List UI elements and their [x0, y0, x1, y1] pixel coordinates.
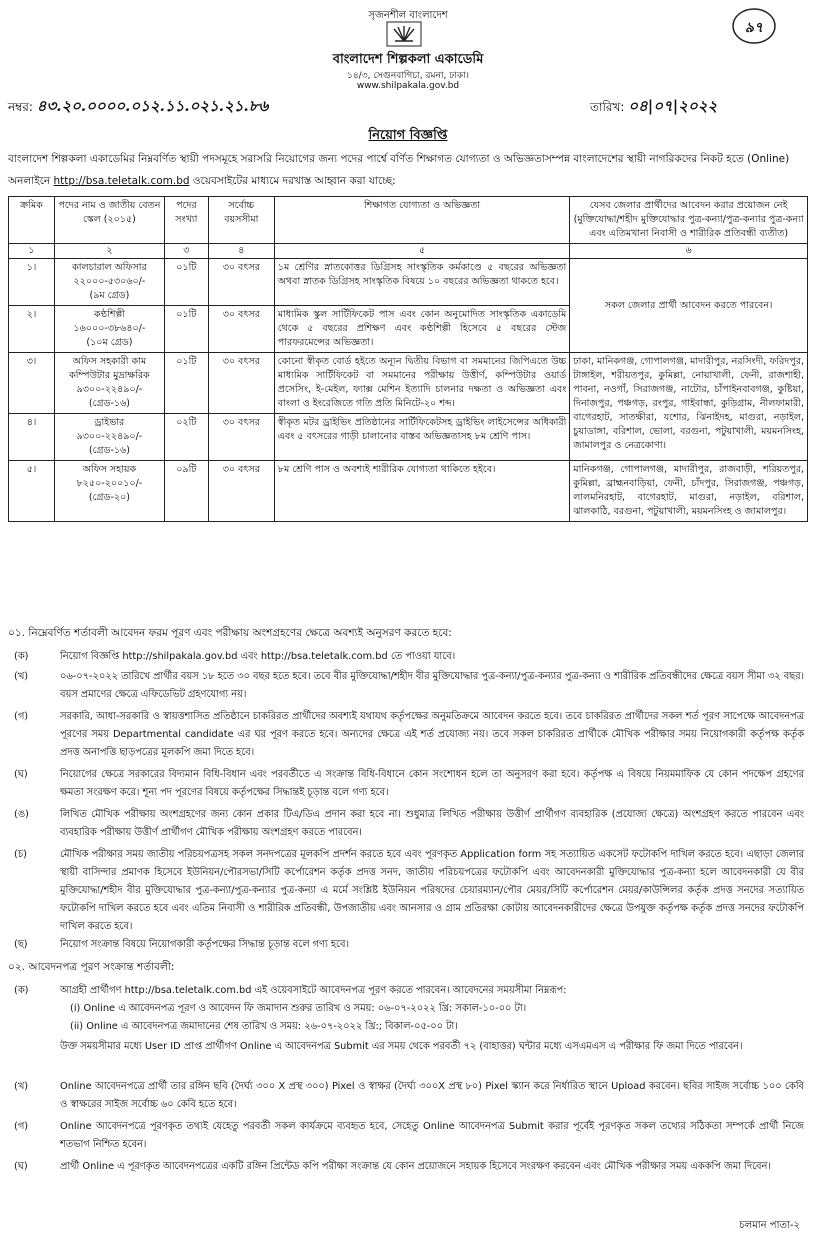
table-header: যেসব জেলার প্রার্থীদের আবেদন করার প্রয়োজন নেই (মুক্তিযোদ্ধা/শহীদ মুক্তিযোদ্ধার পুত্র-কন্যা/পুত্র-কন্যার পুত্র-কন্যা এবং এতিমখানা নিবাসী ও শারীরিক প্রতিবন্ধী ব্যতীত)	[570, 197, 808, 244]
pay-grade: (গ্রেড-১৬)	[88, 445, 130, 456]
item-text: নিয়োগ সংক্রান্ত বিষয়ে নিয়োগকারী কর্তৃপক্ষের সিদ্ধান্ত চূড়ান্ত বলে গণ্য হবে।	[60, 939, 349, 950]
memo-value: ৪৩.২০.০০০০.০১২.১১.০২১.২১.৮৬	[36, 97, 269, 115]
date-value: ০৪|০৭|২০২২	[628, 97, 718, 115]
item-marker: (ঘ)	[14, 769, 28, 780]
pay-scale: ১৬০০০-৩৮৬৪০/-	[73, 323, 146, 334]
memo-label: নম্বর:	[8, 100, 33, 114]
item-marker: (ক)	[14, 651, 29, 662]
date-label: তারিখ:	[590, 100, 625, 114]
qualification: কোনো স্বীকৃত বোর্ড হইতে অন্যূন দ্বিতীয় বিভাগ বা সমমানের জিপিএতে উচ্চ মাধ্যমিক সার্টিফিকেট বা সমমানের পরীক্ষায় উত্তীর্ণ, কম্পিউটার ওয়ার্ড প্রসেসিং, ই-মেইল, ফ্যাক্স মেশিন ইত্যাদি চালনার দক্ষতা ও অভিজ্ঞতা এবং বাংলা ও ইংরেজিতে গতি প্রতি মিনিটে-২০ শব্দ।	[274, 353, 570, 414]
pay-scale: ৮২৫০-২০০১০/-	[76, 478, 143, 489]
qualification: স্বীকৃত মটর ড্রাইভিং প্রতিষ্ঠানের সার্টিফিকেটসহ ড্রাইভিং লাইসেন্সের অধিকারী এবং ৫ বৎসরের গাড়ী চালানোর বাস্তব অভিজ্ঞতাসহ ৮ম শ্রেণি পাস।	[274, 414, 570, 461]
item-marker: (চ)	[14, 849, 27, 860]
item-marker: (খ)	[14, 1081, 29, 1092]
continued-page-note: চলমান পাতা-২	[739, 1220, 800, 1231]
item-text: মৌখিক পরীক্ষার সময় জাতীয় পরিচয়পত্রসহ সকল সনদপত্রের মূলকপি প্রদর্শন করতে হবে এবং পূরণকৃত Application form সহ সত্যায়িত একসেট ফটোকপি দাখিল করতে হবে। এছাড়া জেলার স্থায়ী বাসিন্দার প্রমাণক হিসেবে ইউনিয়ন/পৌরসভা/সিটি কর্পোরেশন কর্তৃক প্রদত্ত সনদ, জাতীয় পরিচয়পত্রের ফটোকপি এবং আবেদনকারী মুক্তিযোদ্ধার পুত্র-কন্যা হলে আবেদনকারী যে বীর মুক্তিযোদ্ধা/শহীদ বীর মুক্তিযোদ্ধার পুত্র-কন্যা/পুত্র-কন্যার পুত্র-কন্যা এ মর্মে সংশ্লিষ্ট ইউনিয়ন পরিষদের চেয়ারম্যান/পৌর মেয়র/সিটি কর্পোরেশন মেয়র/কাউন্সিলর কর্তৃক প্রদত্ত সনদের সত্যায়িত ফটোকপি দাখিল করতে হবে এবং এতিম নিবাসী ও শারীরিক প্রতিবন্ধী, উপজাতীয় এবং আনসার ও গ্রাম প্রতিরক্ষা কোটায় আবেদনকারীদের ক্ষেত্রে উপযুক্ত কর্তৃপক্ষ কর্তৃক প্রদত্ত সনদের ফটোকপি দাখিল করতে হবে।	[60, 849, 804, 932]
eligible-districts: সকল জেলার প্রার্থী আবেদন করতে পারবেন।	[570, 259, 808, 353]
intro-text-2: ওয়েবসাইটের মাধ্যমে দরখাস্ত আহ্বান করা যাচ্ছে:	[192, 175, 396, 187]
table-header: পদের সংখ্যা	[164, 197, 208, 244]
age-limit: ৩০ বৎসর	[208, 259, 274, 306]
pay-grade: (৯ম গ্রেড)	[89, 290, 130, 301]
table-header-row	[9, 197, 808, 244]
item-marker: (খ)	[14, 671, 29, 682]
post-cell	[54, 353, 164, 414]
post-name: ড্রাইভার	[94, 417, 125, 428]
item-marker: (ঙ)	[14, 809, 29, 820]
sms-fee-note: উক্ত সময়সীমার মধ্যে User ID প্রাপ্ত প্রার্থীগণ Online এ আবেদনপত্র Submit এর সময় থেকে পরবর্তী ৭২ (বাহাত্তর) ঘন্টার মধ্যে এসএমএস এ পরীক্ষার ফি জমা দিতে পারবেন।	[60, 1041, 743, 1052]
age-limit: ৩০ বৎসর	[208, 353, 274, 414]
post-cell	[54, 414, 164, 461]
item-marker: (ক)	[14, 985, 29, 996]
post-count: ০১টি	[164, 306, 208, 353]
pay-grade: (গ্রেড-১৬)	[88, 398, 130, 409]
post-cell	[54, 306, 164, 353]
organization-name: বাংলাদেশ শিল্পকলা একাডেমি	[332, 52, 484, 67]
pay-grade: (১০ম গ্রেড)	[86, 337, 133, 348]
column-index: ৪	[208, 244, 274, 259]
column-index: ৬	[570, 244, 808, 259]
pay-grade: (গ্রেড-২০)	[88, 492, 130, 503]
table-header: শিক্ষাগত যোগ্যতা ও অভিজ্ঞতা	[274, 197, 570, 244]
post-cell	[54, 461, 164, 522]
notice-title: নিয়োগ বিজ্ঞপ্তি	[368, 128, 448, 143]
serial: ১।	[9, 259, 55, 306]
table-row	[9, 461, 808, 522]
page-mark-number: ৯৭	[744, 20, 764, 36]
pay-scale: ২২০০০-৫৩০৬০/-	[73, 276, 146, 287]
organization-address: ১৪/৩, সেগুনবাগিচা, রমনা, ঢাকা।	[347, 71, 469, 81]
memo-date	[590, 95, 717, 120]
deadline-end: (ii) Online এ আবেদনপত্র জমাদানের শেষ তারিখ ও সময়: ২৬-০৭-২০২২ খ্রি:; বিকাল-০৫-০০ টা।	[70, 1021, 458, 1032]
column-index-row	[9, 244, 808, 259]
item-text: আগ্রহী প্রার্থীগণ http://bsa.teletalk.com.bd এই ওয়েবসাইটে আবেদনপত্র পূরণ করতে পারবেন। আবেদনের সময়সীমা নিম্নরূপ:	[60, 985, 567, 996]
table-row	[9, 353, 808, 414]
serial: ৫।	[9, 461, 55, 522]
section-1-heading: ০১. নিম্নেবর্ণিত শর্তাবলী আবেদন ফরম পূরণ এবং পরীক্ষায় অংশগ্রহণের ক্ষেত্রে অবশ্যই অনুসরণ করতে হবে:	[8, 627, 452, 639]
organization-website: www.shilpakala.gov.bd	[356, 81, 460, 91]
item-text: সরকারি, আধা-সরকারি ও স্বায়ত্তশাসিত প্রতিষ্ঠানে চাকরিরত প্রার্থীদের অবশ্যই যথাযথ কর্তৃপক্ষের অনুমতিক্রমে আবেদন করতে হবে। তবে চাকরিরত প্রার্থীদের সকল শর্ত পূরণ সাপেক্ষে আবেদনপত্র পূরণের সময় Departmental candidate এর ঘর পূরণ করতে হবে। অন্যদের ক্ষেত্রে এই শর্ত প্রযোজ্য নয়। তবে সকল চাকরিরত প্রার্থীকে মৌখিক পরীক্ষার সময় নিয়োগকারী কর্তৃপক্ষ কর্তৃক প্রদত্ত অনাপত্তি ছাড়পত্রের মূলকপি জমা দিতে হবে।	[60, 711, 804, 758]
teletalk-link[interactable]: http://bsa.teletalk.com.bd	[53, 175, 190, 187]
tagline: সৃজনশীল বাংলাদেশ	[368, 10, 448, 21]
item-marker: (গ)	[14, 1121, 29, 1132]
column-index: ২	[54, 244, 164, 259]
item-marker: (গ)	[14, 711, 29, 722]
age-limit: ৩০ বৎসর	[208, 461, 274, 522]
item-text: প্রার্থী Online এ পূরণকৃত আবেদনপত্রের একটি রঙ্গিন প্রিন্টেড কপি পরীক্ষা সংক্রান্ত যে কোন প্রয়োজনে সহায়ক হিসেবে সংরক্ষণ করবেন এবং মৌখিক পরীক্ষার সময় এককপি জমা দিবেন।	[60, 1161, 771, 1172]
post-name: কণ্ঠশিল্পী	[93, 309, 125, 320]
table-header: পদের নাম ও জাতীয় বেতন স্কেল (২০১৫)	[54, 197, 164, 244]
item-text: ০৬-০৭-২০২২ তারিখে প্রার্থীর বয়স ১৮ হতে ৩০ বছর হতে হবে। তবে বীর মুক্তিযোদ্ধা/শহীদ বীর মুক্তিযোদ্ধার পুত্র-কন্যা/পুত্র-কন্যার পুত্র-কন্যা ও শারীরিক প্রতিবন্ধীদের ক্ষেত্রে বয়স সীমা ৩২ বছর। বয়স প্রমাণের ক্ষেত্রে এফিডেভিট গ্রহণযোগ্য নয়।	[60, 671, 804, 700]
column-index: ৩	[164, 244, 208, 259]
section-2-heading: ০২. আবেদনপত্র পূরণ সংক্রান্ত শর্তাবলী:	[8, 961, 175, 973]
pay-scale: ৯৩০০-২২৪৯০/-	[76, 384, 143, 395]
memo-number	[8, 95, 268, 120]
excluded-districts: মানিকগঞ্জ, গোপালগঞ্জ, মাদারীপুর, রাজবাড়ী, শরিয়তপুর, কুমিল্লা, ব্রাহ্মনবাড়িয়া, ফেনী, চাঁদপুর, সিরাজগঞ্জ, পঞ্চগড়, লালমনিরহাট, বাগেরহাট, মাগুরা, নড়াইল, বরিশাল, ঝালকাঠি, বরগুনা, পটুয়াখালী, ময়মনসিংহ ও জামালপুর।	[570, 461, 808, 522]
item-marker: (ঘ)	[14, 1161, 28, 1172]
table-header: সর্বোচ্চ বয়সসীমা	[208, 197, 274, 244]
qualification: মাধ্যমিক স্কুল সার্টিফিকেট পাস এবং কোন অনুমোদিত সাংস্কৃতিক একাডেমি থেকে ৫ বছরের প্রশিক্ষণ এবং কণ্ঠশিল্পী হিসেবে ৫ বছরের স্টেজ পারফরমেন্সের অভিজ্ঞতা।	[274, 306, 570, 353]
vacancy-table	[8, 196, 808, 522]
page-mark	[730, 4, 778, 48]
serial: ৪।	[9, 414, 55, 461]
pay-scale: ৯৩০০-২২৪৯০/-	[76, 431, 143, 442]
item-text: নিয়োগের ক্ষেত্রে সরকারের বিদ্যমান বিধি-বিধান এবং পরবর্তীতে এ সংক্রান্ত বিধি-বিধানে কোন সংশোধন হলে তা অনুসরণ করা হবে। কর্তৃপক্ষ এ বিষয়ে নিয়মমাফিক যে কোন পদক্ষেপ গ্রহণের ক্ষমতা সংরক্ষণ করে। শূন্য পদ পূরণের বিষয়ে কর্তৃপক্ষের সিদ্ধান্তই চূড়ান্ত বলে গণ্য হবে।	[60, 769, 805, 798]
item-text: Online আবেদনপত্রে প্রার্থী তার রঙ্গিন ছবি (দৈর্ঘ্য ৩০০ X প্রস্থ ৩০০) Pixel ও স্বাক্ষর (দৈর্ঘ্য ৩০০X প্রস্থ ৮০) Pixel স্ক্যান করে নির্ধারিত স্থানে Upload করবেন। ছবির সাইজ সর্বোচ্চ ১০০ কেবি ও স্বাক্ষরের সাইজ সর্বোচ্চ ৬০ কেবি হতে হবে।	[60, 1081, 804, 1110]
post-name: কালচারাল অফিসার	[72, 262, 147, 273]
intro-paragraph	[8, 148, 808, 192]
table-header: ক্রমিক	[9, 197, 55, 244]
item-text: নিয়োগ বিজ্ঞপ্তি http://shilpakala.gov.bd এবং http://bsa.teletalk.com.bd তে পাওয়া যাবে।	[60, 651, 456, 662]
item-text: Online আবেদনপত্রে পূরণকৃত তথ্যই যেহেতু পরবর্তী সকল কার্যক্রমে ব্যবহৃত হবে, সেহেতু Online আবেদনপত্র Submit করার পূর্বেই পূরণকৃত সকল তথ্যের সঠিকতা সম্পর্কে প্রার্থী নিজে শতভাগ নিশ্চিত হবেন।	[60, 1121, 804, 1150]
post-count: ০৯টি	[164, 461, 208, 522]
post-count: ০২টি	[164, 414, 208, 461]
item-text: লিখিত মৌখিক পরীক্ষায় অংশগ্রহণের জন্য কোন প্রকার টিএ/ডিএ প্রদান করা হবে না। শুধুমাত্র লিখিত পরীক্ষায় উত্তীর্ণ প্রার্থীগণ ব্যবহারিক (প্রযোজ্য ক্ষেত্রে) অংশগ্রহণ করতে পারবেন এবং ব্যবহারিক পরীক্ষায় উত্তীর্ণ প্রার্থীগণ মৌখিক পরীক্ষায় অংশগ্রহণ করতে পারবেন।	[60, 809, 804, 838]
post-name: অফিস সহায়ক	[82, 464, 137, 475]
post-name: অফিস সহকারী কাম কম্পিউটার মুদ্রাক্ষরিক	[69, 356, 150, 381]
qualification: ১ম শ্রেণির স্নাতকোত্তর ডিগ্রিসহ সাংস্কৃতিক কর্মকাণ্ডে ৫ বছরের অভিজ্ঞতা অথবা স্নাতক ডিগ্রিসহ সাংস্কৃতিক বিষয়ে ১০ বছরের অভিজ্ঞতা থাকতে হবে।	[274, 259, 570, 306]
column-index: ৫	[274, 244, 570, 259]
age-limit: ৩০ বৎসর	[208, 306, 274, 353]
deadline-start: (i) Online এ আবেদনপত্র পূরণ ও আবেদন ফি জমাদান শুরুর তারিখ ও সময়: ০৬-০৭-২০২২ খ্রি: সকাল-১০-০০ টা।	[70, 1003, 527, 1014]
table-row	[9, 259, 808, 306]
excluded-districts: ঢাকা, মানিকগঞ্জ, গোপালগঞ্জ, মাদারীপুর, নরসিংদী, ফরিদপুর, টাঙ্গাইল, শরীয়তপুর, কুমিল্লা, নোয়াখালী, ফেনী, রাজশাহী, পাবনা, নওগাঁ, সিরাজগঞ্জ, নাটোর, চাঁপাইনবাবগঞ্জ, কুষ্টিয়া, দিনাজপুর, পঞ্চগড়, রংপুর, গাইবান্ধা, কুড়িগ্রাম, নীলফামারী, বাগেরহাট, সাতক্ষীরা, যশোর, ঝিনাইদহ, মাগুরা, নড়াইল, চুয়াডাঙ্গা, বরিশাল, ভোলা, বরগুনা, পটুয়াখালী, ময়মনসিংহ, জামালপুর ও নেত্রকোণা।	[570, 353, 808, 461]
post-count: ০১টি	[164, 259, 208, 306]
post-count: ০১টি	[164, 353, 208, 414]
age-limit: ৩০ বৎসর	[208, 414, 274, 461]
academy-logo-icon	[386, 21, 422, 47]
column-index: ১	[9, 244, 55, 259]
serial: ২।	[9, 306, 55, 353]
qualification: ৮ম শ্রেণি পাস ও অবশ্যই শারীরিক যোগ্যতা থাকিতে হইবে।	[274, 461, 570, 522]
intro-text: বাংলাদেশ শিল্পকলা একাডেমির নিম্নবর্ণিত স্থায়ী পদসমূহে সরাসরি নিয়োগের জন্য পদের পার্শ্বে বর্ণিত শিক্ষাগত যোগ্যতা ও অভিজ্ঞতাসম্পন্ন বাংলাদেশের স্থায়ী নাগরিকদের নিকট হতে (Online) অনলাইনে	[8, 153, 790, 187]
serial: ৩।	[9, 353, 55, 414]
item-marker: (ছ)	[14, 939, 28, 950]
post-cell	[54, 259, 164, 306]
